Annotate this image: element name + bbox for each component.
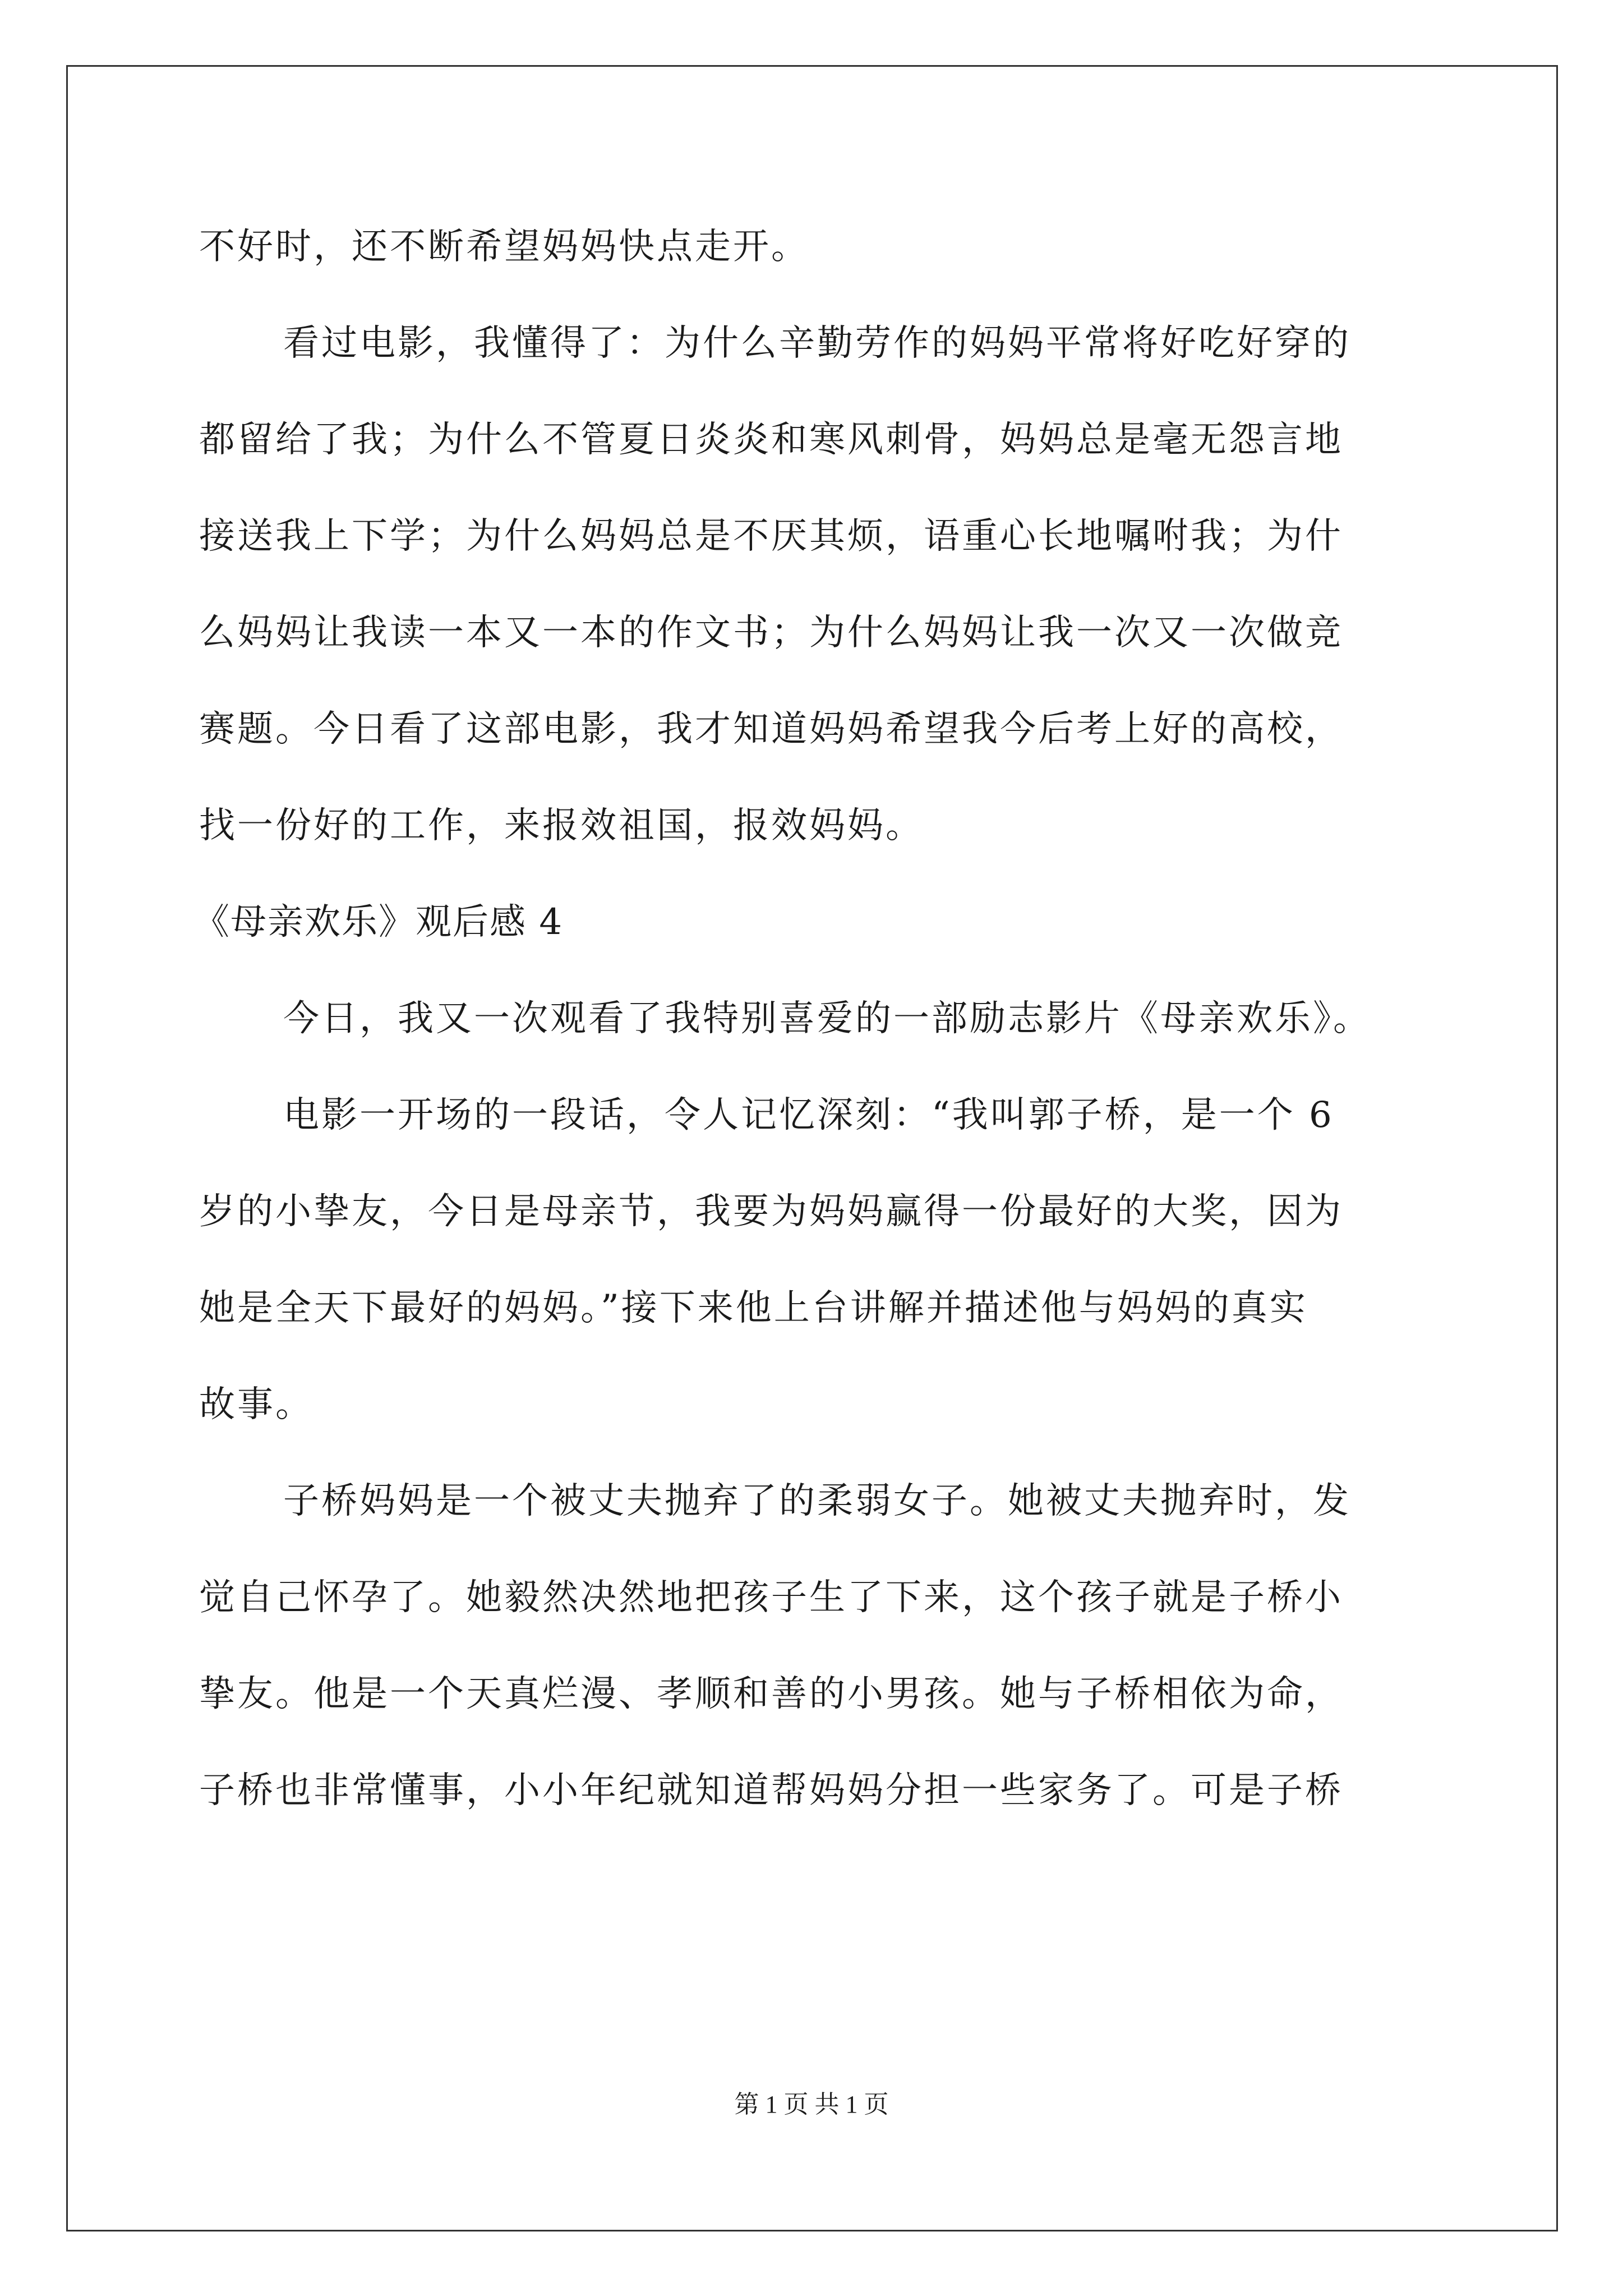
paragraph-line: 子桥也非常懂事，小小年纪就知道帮妈妈分担一些家务了。可是子桥 [199,1770,1343,1811]
paragraph-line: 子桥妈妈是一个被丈夫抛弃了的柔弱女子。她被丈夫抛弃时，发 [283,1480,1351,1522]
paragraph-line: 找一份好的工作，来报效祖国，报效妈妈。 [199,805,924,846]
paragraph-line: 不好时，还不断希望妈妈快点走开。 [199,226,809,268]
paragraph-line: 接送我上下学；为什么妈妈总是不厌其烦，语重心长地嘱咐我；为什 [199,516,1343,557]
paragraph-line: 故事。 [199,1384,313,1425]
paragraph-line: 看过电影，我懂得了：为什么辛勤劳作的妈妈平常将好吃好穿的 [283,323,1351,364]
paragraph-line: 她是全天下最好的妈妈。”接下来他上台讲解并描述他与妈妈的真实 [199,1287,1308,1329]
paragraph-line: 挚友。他是一个天真烂漫、孝顺和善的小男孩。她与子桥相依为命， [199,1673,1343,1715]
document-body [193,216,1433,1856]
paragraph-line: 今日，我又一次观看了我特别喜爱的一部励志影片《母亲欢乐》。 [283,998,1371,1039]
page-footer: 第 1 页 共 1 页 [734,2091,889,2118]
paragraph-line: 电影一开场的一段话，令人记忆深刻：“我叫郭子桥，是一个 6 [283,1094,1334,1136]
paragraph-line: 觉自己怀孕了。她毅然决然地把孩子生了下来，这个孩子就是子桥小 [199,1577,1343,1618]
section-heading: 《母亲欢乐》观后感 4 [193,901,564,943]
paragraph-line: 赛题。今日看了这部电影，我才知道妈妈希望我今后考上好的高校， [199,708,1343,750]
paragraph-line: 岁的小挚友，今日是母亲节，我要为妈妈赢得一份最好的大奖，因为 [199,1191,1343,1232]
paragraph-line: 么妈妈让我读一本又一本的作文书；为什么妈妈让我一次又一次做竞 [199,612,1343,654]
paragraph-line: 都留给了我；为什么不管夏日炎炎和寒风刺骨，妈妈总是毫无怨言地 [199,419,1343,461]
